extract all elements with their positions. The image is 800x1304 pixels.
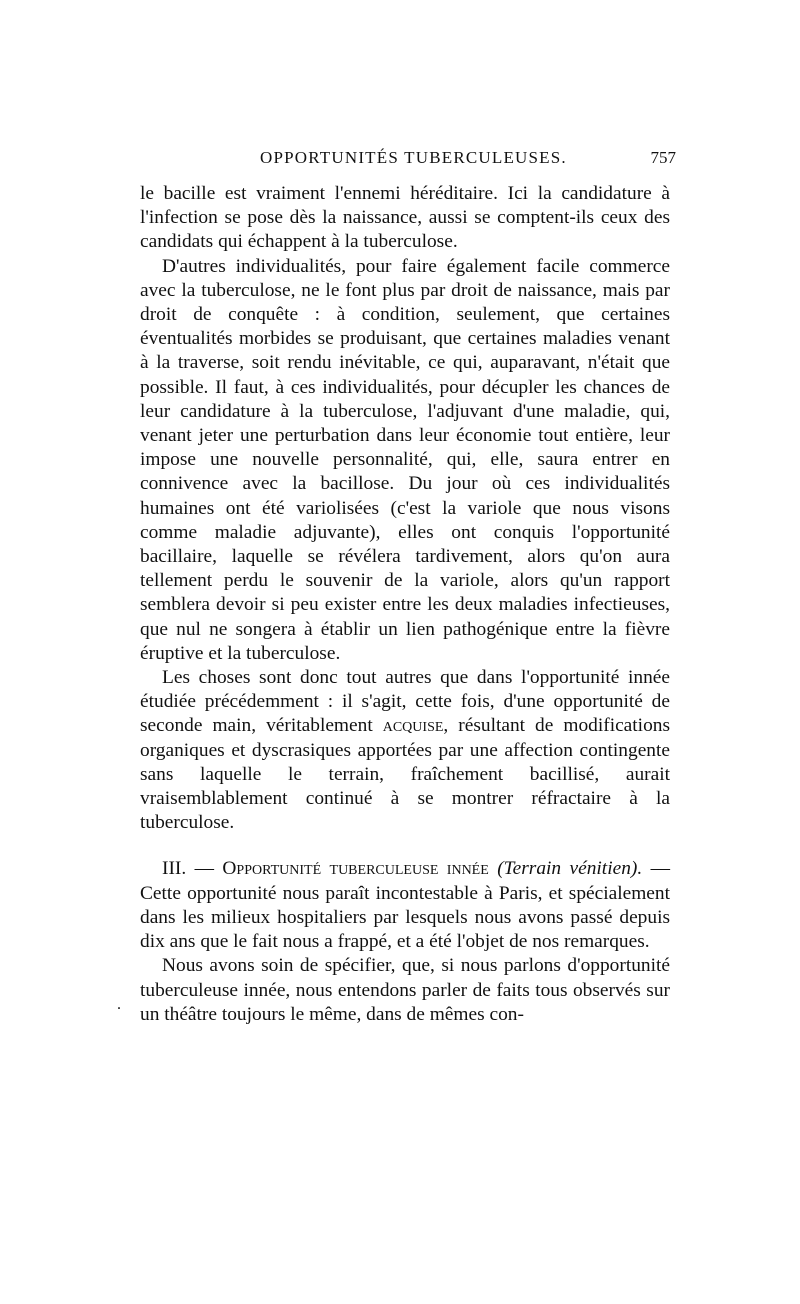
paragraph-2: D'autres individualités, pour faire également facile commerce avec la tuberculose, ne le font plus par droit de naissance, mais par droit de conquête : à condition, seulement, que certaines éventualités morbides se produisant, que certaines maladies venant à la traverse, soit rendu inévitable, ce qui, auparavant, n'était que possible. Il faut, à ces individualités, pour décupler les chances de leur candidature à la tuberculose, l'adjuvant d'une maladie, qui, venant jeter une perturbation dans leur économie tout entière, leur impose une nouvelle personnalité, qui, elle, saura entrer en connivence avec la bacillose. Du jour où ces individualités humaines ont été variolisées (c'est la variole que nous visons comme maladie adjuvante), elles ont conquis l'opportunité bacillaire, laquelle se révélera tardivement, alors qu'on aura tellement perdu le souvenir de la variole, alors qu'un rapport semblera devoir si peu exister entre les deux maladies infectieuses, que nul ne songera à établir un lien pathogénique entre la fièvre éruptive et la tuberculose.: [140, 255, 670, 664]
paragraph-3-text-after: , résultant de modifications organiques et dyscrasiques apportées par une affection contingente sans laquelle le terrain, fraîchement bacillisé, aurait vraisemblablement continué à se montrer réfractaire à la tuberculose.: [140, 715, 671, 834]
margin-mark: .: [117, 996, 121, 1013]
section-paragraph: Nous avons soin de spécifier, que, si nous parlons d'opportunité tuberculeuse innée, nous entendons parler de faits tous observés sur un théâtre toujours le même, dans de mêmes con-: [140, 955, 670, 1025]
section-heading: Opportunité tuberculeuse innée: [222, 858, 489, 880]
running-title: OPPORTUNITÉS TUBERCULEUSES.: [260, 148, 567, 167]
running-header: [140, 146, 676, 174]
section-intro: — Cette opportunité nous paraît incontestable à Paris, et spécialement dans les milieux hospitaliers par lesquels nous avons passé depuis dix ans que le fait nous a frappé, et a été l'objet de nos remarques.: [140, 858, 670, 953]
section-subtitle: (Terrain vénitien).: [497, 858, 643, 880]
acquise-small-caps: acquise: [382, 715, 444, 737]
page-number: 757: [650, 148, 676, 167]
body-text: [140, 182, 670, 1027]
section-iii: [140, 857, 670, 1026]
section-heading-paragraph: [140, 857, 670, 954]
paragraph-3: [140, 666, 670, 835]
paragraph-3-text-before: Les choses sont donc tout autres que dans l'opportunité innée étudiée précédemment : il s'agit, cette fois, d'une opportunité de seconde main, véritablement: [140, 667, 670, 737]
section-number: III. —: [162, 858, 215, 880]
paragraph-1: le bacille est vraiment l'ennemi héréditaire. Ici la candidature à l'infection se pose dès la naissance, aussi se comptent-ils ceux des candidats qui échappent à la tuberculose.: [140, 183, 670, 253]
